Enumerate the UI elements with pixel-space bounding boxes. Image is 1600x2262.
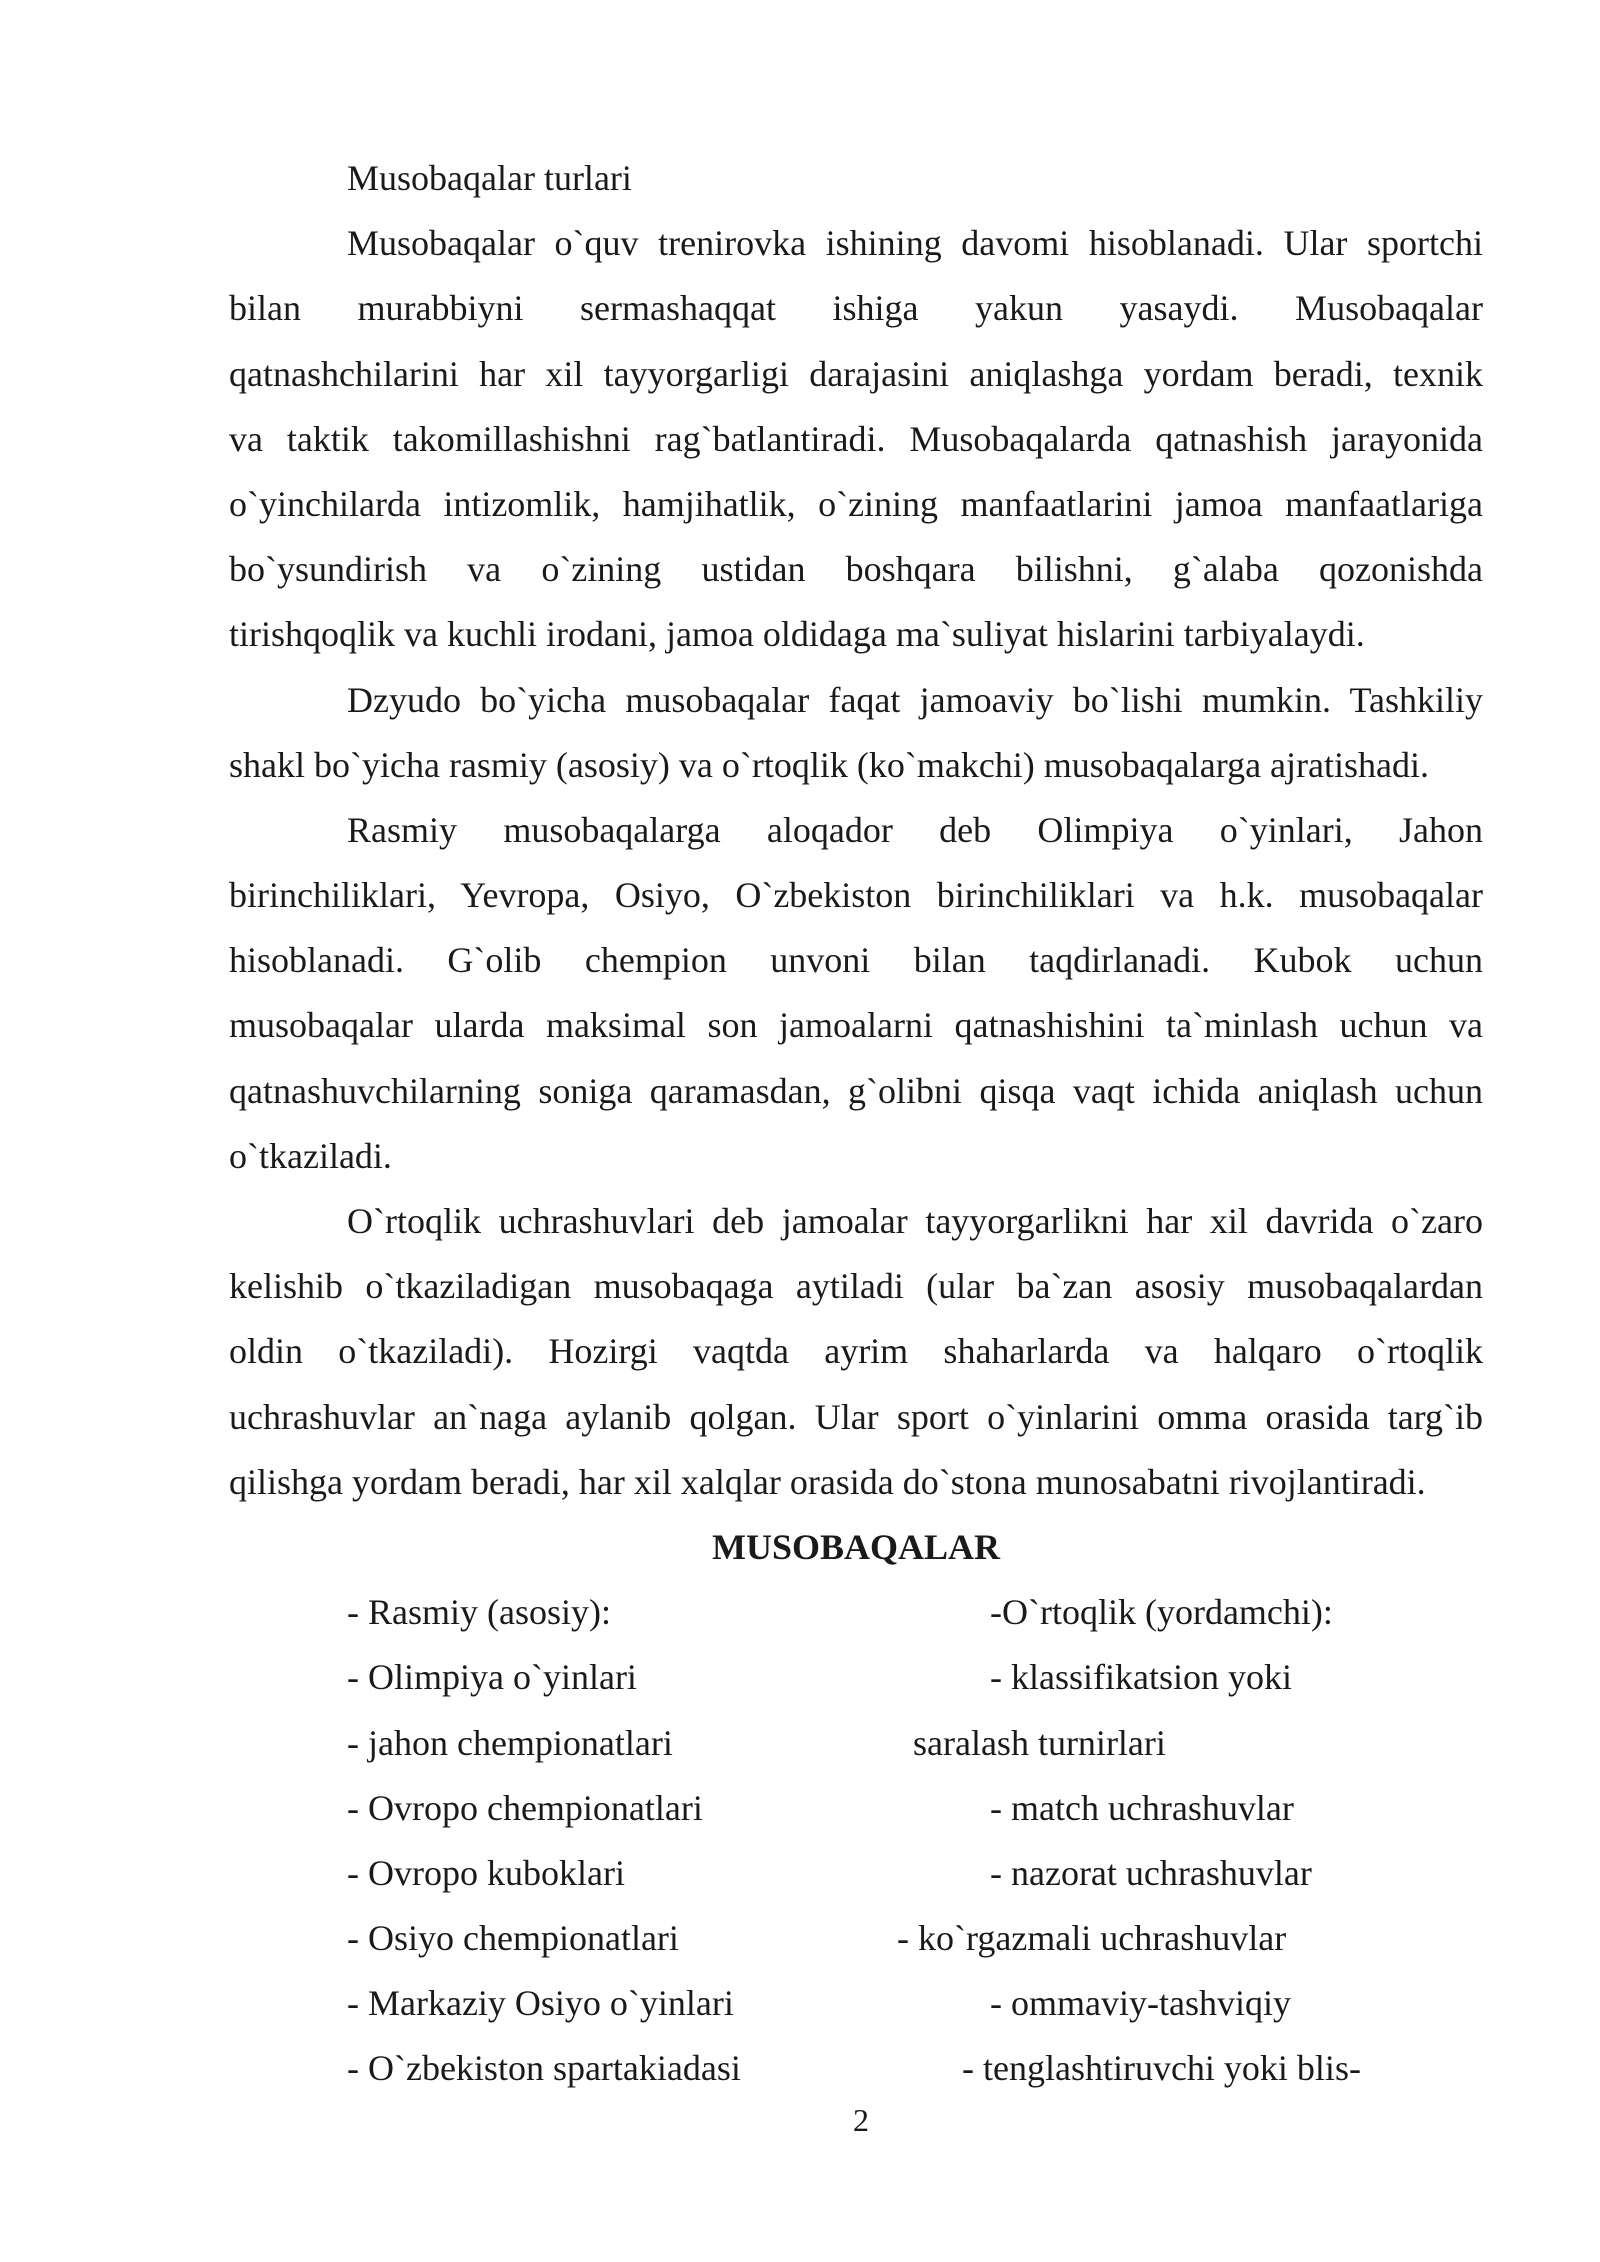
list-item-right: - klassifikatsion yoki — [990, 1657, 1292, 1698]
list-row — [229, 1711, 1483, 1776]
paragraph-line: musobaqalar ularda maksimal son jamoalarni qatnashishini ta`minlash uchun va — [229, 1005, 1483, 1046]
paragraph-line: bo`ysundirish va o`zining ustidan boshqara bilishni, g`alaba qozonishda — [229, 549, 1483, 590]
paragraph-line: oldin o`tkaziladi). Hozirgi vaqtda ayrim shaharlarda va halqaro o`rtoqlik — [229, 1331, 1483, 1372]
list-item-left: - Olimpiya o`yinlari — [347, 1657, 637, 1698]
paragraph-line: Musobaqalar o`quv trenirovka ishining davomi hisoblanadi. Ular sportchi — [347, 223, 1483, 264]
list-row — [229, 1645, 1483, 1710]
paragraph-2 — [229, 668, 1483, 798]
list-row — [229, 1776, 1483, 1841]
list-item-left: - Ovropo kuboklari — [347, 1852, 625, 1893]
paragraph-line: kelishib o`tkaziladigan musobaqaga aytiladi (ular ba`zan asosiy musobaqalardan — [229, 1266, 1483, 1307]
list-item-left: - O`zbekiston spartakiadasi — [347, 2048, 741, 2089]
paragraph-line: bilan murabbiyni sermashaqqat ishiga yakun yasaydi. Musobaqalar — [229, 288, 1483, 329]
section-title: Musobaqalar turlari — [347, 158, 632, 198]
page-body — [229, 146, 1483, 2102]
list-row — [229, 1841, 1483, 1906]
list-item-right: - ko`rgazmali uchrashuvlar — [897, 1918, 1287, 1959]
list-item-right: saralash turnirlari — [913, 1722, 1166, 1763]
paragraph-line: va taktik takomillashishni rag`batlantiradi. Musobaqalarda qatnashish jarayonida — [229, 418, 1483, 459]
list-row — [229, 1906, 1483, 1971]
paragraph-line: o`tkaziladi. — [229, 1135, 392, 1176]
list-item-right: - nazorat uchrashuvlar — [990, 1852, 1312, 1893]
list-item-left: - Markaziy Osiyo o`yinlari — [347, 1983, 734, 2024]
paragraph-line: qilishga yordam beradi, har xil xalqlar orasida do`stona munosabatni rivojlantiradi. — [229, 1461, 1426, 1502]
list-item-right: - ommaviy-tashviqiy — [990, 1983, 1291, 2024]
paragraph-line: O`rtoqlik uchrashuvlari deb jamoalar tayyorgarlikni har xil davrida o`zaro — [347, 1201, 1483, 1241]
list-item-right: - match uchrashuvlar — [990, 1787, 1294, 1828]
paragraph-line: birinchiliklari, Yevropa, Osiyo, O`zbekiston birinchiliklari va h.k. musobaqalar — [229, 875, 1483, 916]
paragraph-line: qatnashchilarini har xil tayyorgarligi darajasini aniqlashga yordam beradi, texnik — [229, 353, 1483, 394]
list-item-right: -O`rtoqlik (yordamchi): — [990, 1592, 1333, 1633]
list-row — [229, 1580, 1483, 1645]
list-item-right: - tenglashtiruvchi yoki blis- — [962, 2048, 1361, 2089]
paragraph-line: qatnashuvchilarning soniga qaramasdan, g`olibni qisqa vaqt ichida aniqlash uchun — [229, 1070, 1483, 1111]
paragraph-line: uchrashuvlar an`naga aylanib qolgan. Ular sport o`yinlarini omma orasida targ`ib — [229, 1396, 1483, 1437]
paragraph-1 — [229, 211, 1483, 667]
list-item-left: - Ovropo chempionatlari — [347, 1787, 703, 1828]
paragraph-3 — [229, 798, 1483, 1189]
paragraph-4 — [229, 1189, 1483, 1515]
paragraph-line: Dzyudo bo`yicha musobaqalar faqat jamoaviy bo`lishi mumkin. Tashkiliy — [347, 679, 1483, 720]
section-heading: MUSOBAQALAR — [711, 1526, 1001, 1567]
page-number: 2 — [853, 2102, 869, 2138]
paragraph-line: tirishqoqlik va kuchli irodani, jamoa oldidaga ma`suliyat hislarini tarbiyalaydi. — [229, 614, 1365, 655]
list-item-left: - Rasmiy (asosiy): — [347, 1592, 611, 1633]
list-item-left: - Osiyo chempionatlari — [347, 1918, 679, 1959]
paragraph-line: Rasmiy musobaqalarga aloqador deb Olimpiya o`yinlari, Jahon — [347, 809, 1483, 850]
paragraph-line: hisoblanadi. G`olib chempion unvoni bilan taqdirlanadi. Kubok uchun — [229, 940, 1483, 981]
list-row — [229, 1971, 1483, 2036]
paragraph-line: o`yinchilarda intizomlik, hamjihatlik, o`zining manfaatlarini jamoa manfaatlariga — [229, 483, 1483, 524]
paragraph-line: shakl bo`yicha rasmiy (asosiy) va o`rtoqlik (ko`makchi) musobaqalarga ajratishadi. — [229, 744, 1429, 785]
competition-list — [229, 1580, 1483, 2102]
list-item-left: - jahon chempionatlari — [347, 1722, 673, 1763]
list-row — [229, 2036, 1483, 2101]
